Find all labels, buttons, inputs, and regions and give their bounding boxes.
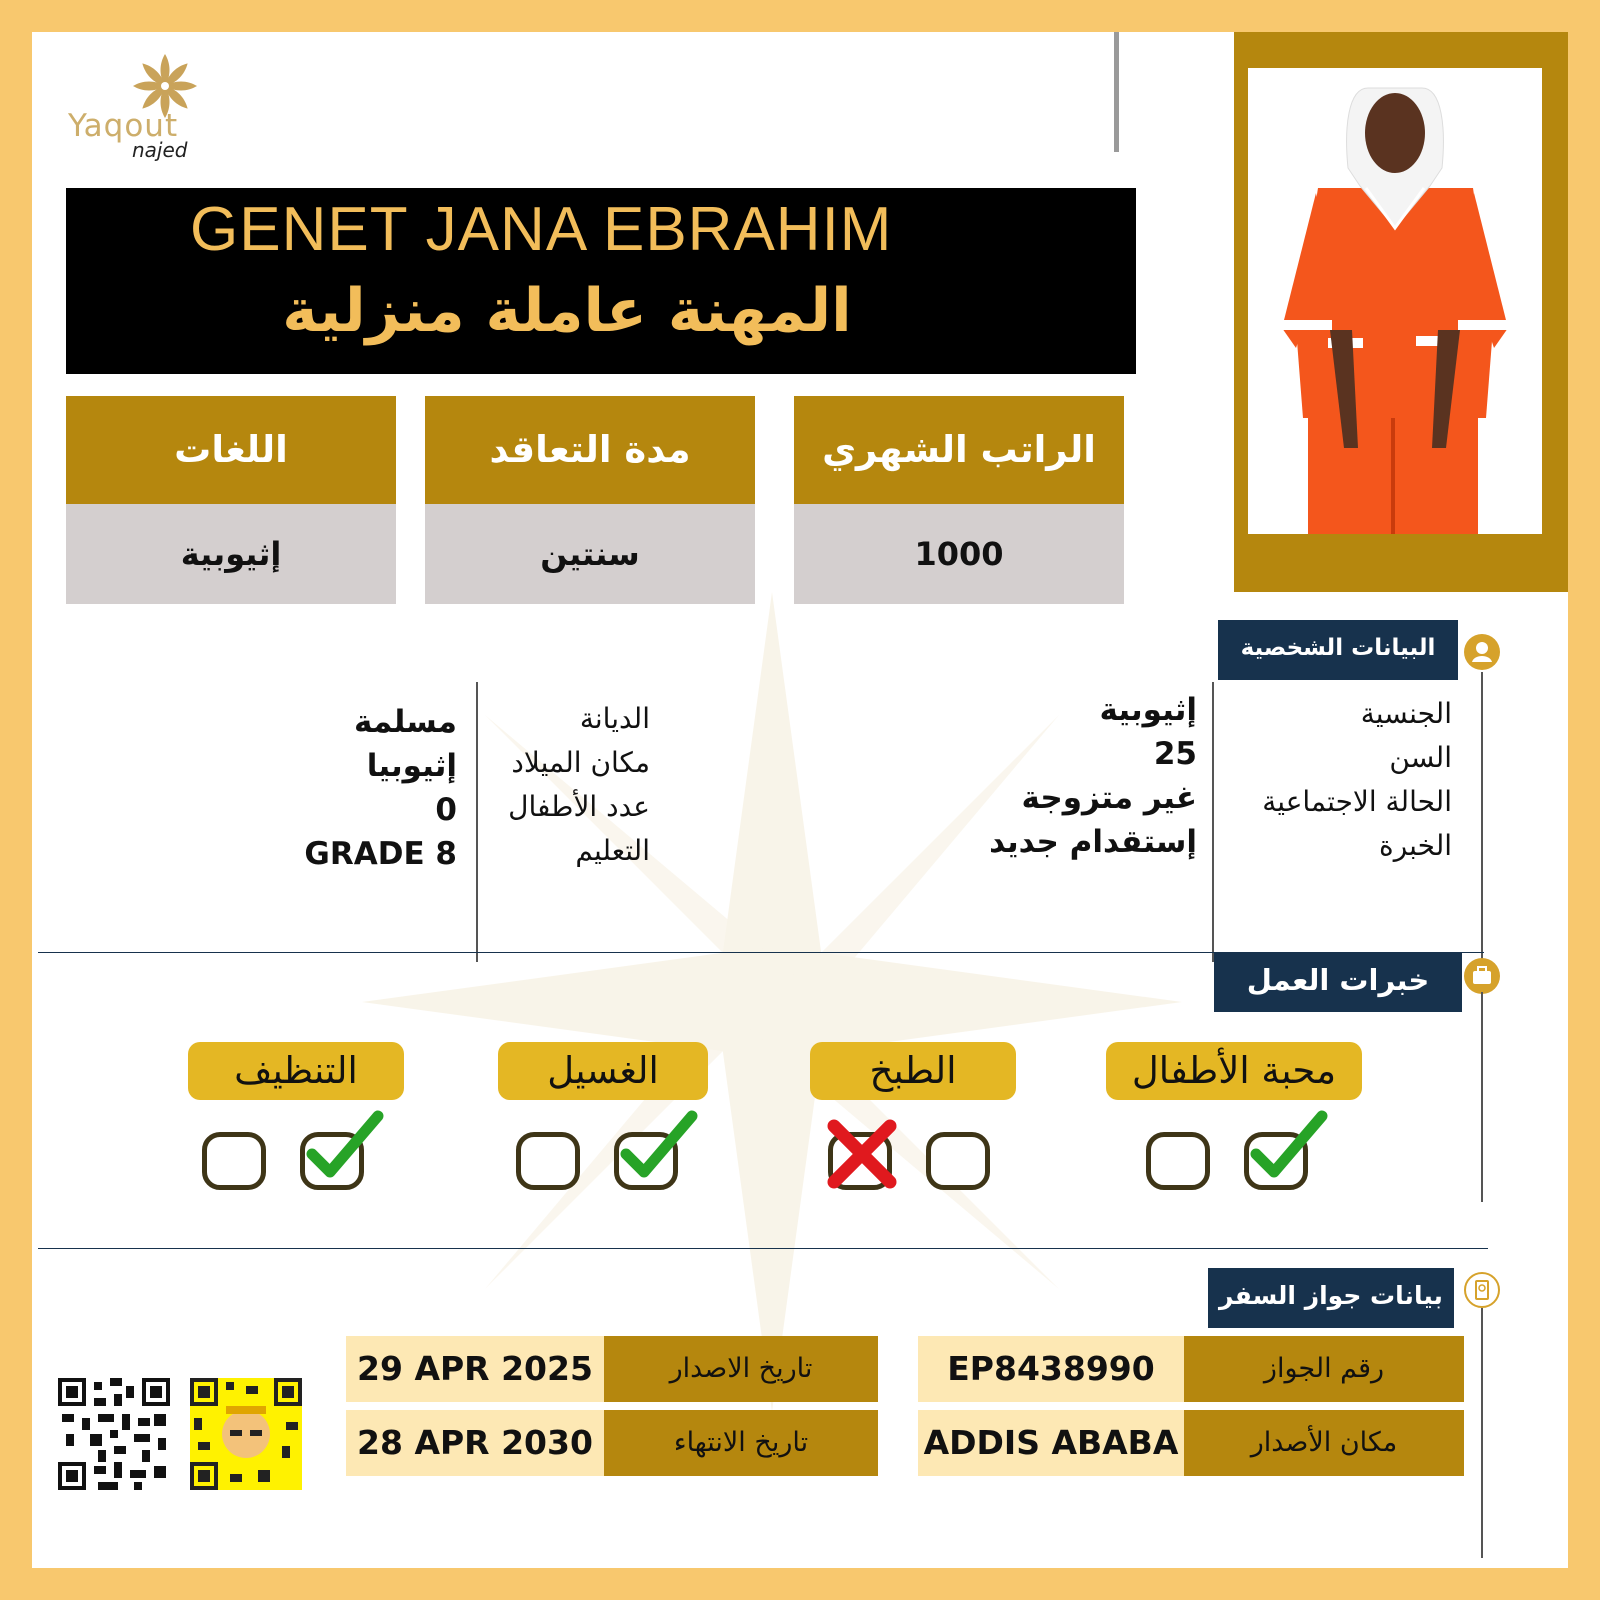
passport-icon: [1464, 1272, 1500, 1308]
logo-name: Yaqout: [68, 108, 179, 144]
issue-place-value: ADDIS ABABA: [918, 1410, 1184, 1476]
personal-divider: [1212, 682, 1214, 962]
value-education: GRADE 8: [304, 836, 457, 872]
label-experience: الخبرة: [1379, 829, 1452, 862]
value-marital-status: غير متزوجة: [1021, 780, 1197, 816]
candidate-profession: المهنة عاملة منزلية: [282, 276, 852, 346]
work-section-title: خبرات العمل: [1214, 952, 1462, 1012]
label-children: عدد الأطفال: [508, 790, 650, 823]
cross-icon: [822, 1114, 902, 1194]
personal-section-title: البيانات الشخصية: [1218, 620, 1458, 680]
info-box-label: مدة التعاقد: [425, 396, 755, 504]
info-box-salary: [794, 396, 1124, 604]
skill-cooking-yes-box: [926, 1132, 990, 1190]
info-box-value: سنتين: [425, 504, 755, 604]
check-icon: [612, 1102, 702, 1192]
info-box-languages: [66, 396, 396, 604]
value-experience: إستقدام جديد: [989, 824, 1197, 860]
passport-number-label: رقم الجواز: [1184, 1336, 1464, 1402]
divider-top: [1114, 32, 1119, 152]
user-icon: [1464, 634, 1500, 670]
label-marital-status: الحالة الاجتماعية: [1262, 785, 1452, 818]
passport-number-value: EP8438990: [918, 1336, 1184, 1402]
label-religion: الديانة: [579, 702, 650, 735]
timeline-line: [1481, 1308, 1483, 1558]
expiry-date-value: 28 APR 2030: [346, 1410, 604, 1476]
personal-right-labels: [1222, 692, 1452, 868]
label-birthplace: مكان الميلاد: [511, 746, 650, 779]
info-box-label: اللغات: [66, 396, 396, 504]
label-education: التعليم: [575, 834, 650, 867]
issue-date-value: 29 APR 2025: [346, 1336, 604, 1402]
info-box-label: الراتب الشهري: [794, 396, 1124, 504]
cv-card: [32, 32, 1568, 1568]
timeline-line: [1481, 992, 1483, 1202]
candidate-photo: [1248, 68, 1542, 534]
personal-left-values: [252, 700, 457, 876]
personal-right-values: [932, 688, 1197, 864]
qr-code-snap-icon[interactable]: [190, 1378, 302, 1490]
value-religion: مسلمة: [354, 704, 457, 740]
skill-children: محبة الأطفال: [1106, 1042, 1362, 1100]
value-birthplace: إثيوبيا: [366, 748, 457, 784]
value-children: 0: [435, 792, 457, 828]
section-divider: [38, 1248, 1488, 1249]
issue-place-label: مكان الأصدار: [1184, 1410, 1464, 1476]
info-box-contract: [425, 396, 755, 604]
expiry-date-label: تاريخ الانتهاء: [604, 1410, 878, 1476]
issue-date-label: تاريخ الاصدار: [604, 1336, 878, 1402]
label-age: السن: [1389, 741, 1452, 774]
skill-children-no-box: [1146, 1132, 1210, 1190]
info-box-value: إثيوبية: [66, 504, 396, 604]
check-icon: [298, 1102, 388, 1192]
qr-code-icon[interactable]: [58, 1378, 170, 1490]
value-nationality: إثيوبية: [1099, 692, 1197, 728]
personal-left-labels: [480, 697, 650, 873]
personal-divider-left: [476, 682, 478, 962]
check-icon: [1242, 1102, 1332, 1192]
label-nationality: الجنسية: [1360, 697, 1452, 730]
skill-cooking: الطبخ: [810, 1042, 1016, 1100]
skill-cleaning: التنظيف: [188, 1042, 404, 1100]
briefcase-icon: [1464, 958, 1500, 994]
skill-washing: الغسيل: [498, 1042, 708, 1100]
candidate-name-en: GENET JANA EBRAHIM: [190, 195, 893, 264]
skill-cleaning-no-box: [202, 1132, 266, 1190]
passport-section-title: بيانات جواز السفر: [1208, 1268, 1454, 1328]
logo-sub: najed: [132, 138, 188, 162]
timeline-line: [1481, 672, 1483, 962]
info-box-value: 1000: [794, 504, 1124, 604]
value-age: 25: [1153, 736, 1197, 772]
skill-washing-no-box: [516, 1132, 580, 1190]
